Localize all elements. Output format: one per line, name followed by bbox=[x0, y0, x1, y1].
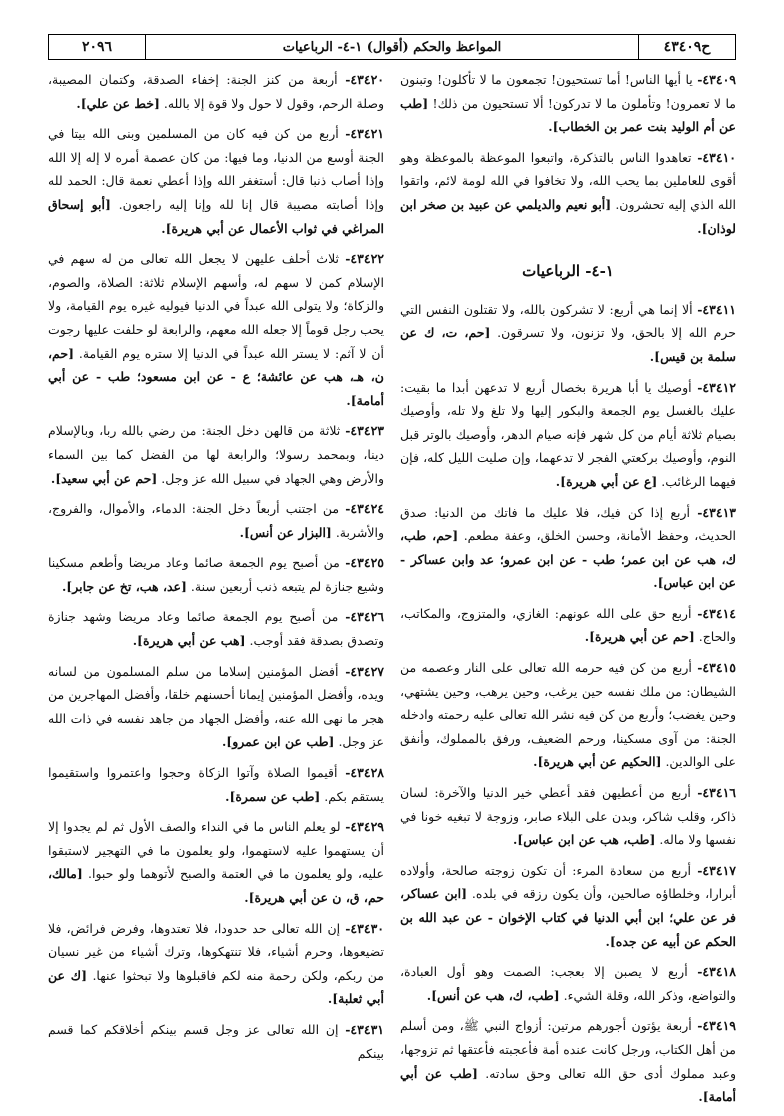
right-column bbox=[400, 68, 736, 1116]
hadith-number: ٤٣٤١٩- bbox=[697, 1018, 736, 1034]
hadith-entry bbox=[400, 859, 736, 953]
hadith-number: ٤٣٤٣١- bbox=[345, 1021, 384, 1037]
hadith-text: ثلاثة من قالهن دخل الجنة: من رضي بالله ربا، وبالإسلام دينا، وبمحمد رسولا؛ والرابعة لها من الفضل كما بين السماء والأرض وهي الجهاد في سبيل الله عز وجل. bbox=[48, 423, 384, 486]
page-header bbox=[48, 34, 736, 60]
hadith-text: أفضل المؤمنين إسلاما من سلم المسلمون من لسانه ويده، وأفضل المؤمنين إيمانا أحسنهم خلقا، وأفضل المهاجرين من هجر ما نهى الله عنه، وأفضل الجهاد من جاهد نفسه في ذات الله عز وجل. bbox=[48, 663, 384, 750]
hadith-number: ٤٣٤١١- bbox=[697, 301, 736, 317]
hadith-reference: [خط عن علي]. bbox=[76, 95, 160, 111]
hadith-reference: [حم، ت، ك عن سلمة بن قيس]. bbox=[400, 325, 736, 364]
hadith-reference: [عد، هب، تخ عن جابر]. bbox=[61, 578, 187, 594]
hadith-entry bbox=[48, 660, 384, 754]
hadith-text: ثلاث أحلف عليهن لا يجعل الله تعالى من له سهم في الإسلام كمن لا سهم له، وأسهم الإسلام ثلاثة: الصلاة، والصوم، والزكاة؛ ولا يتولى الله عبداً في الدنيا فيوليه غيره يوم القيامة، ولا يحب رجل قوماً إلا جعله الله معهم، والرابعة لو حلفت عليها رجوت أن لا آثم: لا يستر الله عبداً في الدنيا إلا ستره يوم القيامة. bbox=[48, 251, 384, 361]
hadith-range-number bbox=[639, 35, 735, 59]
hadith-reference: [أبو نعيم والديلمي عن عبيد بن صخر ابن لوذان]. bbox=[400, 196, 736, 236]
hadith-entry bbox=[48, 605, 384, 652]
hadith-reference: [طب عن أم الوليد بنت عمر بن الخطاب]. bbox=[400, 95, 736, 135]
hadith-number: ٤٣٤٢٨- bbox=[345, 765, 384, 781]
hadith-reference: [حم، طب، ك، هب عن ابن عمر؛ طب - عن ابن عمرو؛ عد وابن عساكر - عن ابن عباس]. bbox=[400, 528, 736, 591]
hadith-entry bbox=[48, 122, 384, 240]
hadith-entry bbox=[48, 68, 384, 115]
hadith-reference: [حم عن أبي سعيد]. bbox=[50, 470, 158, 486]
hadith-entry bbox=[48, 815, 384, 909]
hadith-number: ٤٣٤٢٥- bbox=[345, 555, 384, 571]
hadith-reference: [أبو إسحاق المراغي في ثواب الأعمال عن أبي هريرة]. bbox=[48, 196, 384, 236]
hadith-text: ألا إنما هي أربع: لا تشركون بالله، ولا تقتلون النفس التي حرم الله إلا بالحق، ولا تزنون، ولا تسرقون. bbox=[400, 301, 736, 341]
hadith-number: ٤٣٤٣٠- bbox=[345, 920, 384, 936]
hadith-text: أربعة من كنز الجنة: إخفاء الصدقة، وكتمان المصيبة، وصلة الرحم، وقول لا حول ولا قوة إلا بالله. bbox=[48, 72, 384, 111]
hadith-text: أقيموا الصلاة وآتوا الزكاة وحجوا واعتمروا واستقيموا يستقم بكم. bbox=[48, 765, 384, 804]
hadith-number: ٤٣٤٢٩- bbox=[345, 819, 384, 835]
hadith-reference: [مالك، حم، ق، ن عن أبي هريرة]. bbox=[48, 866, 384, 905]
hadith-reference: [ابن عساكر، فر عن علي؛ ابن أبي الدنيا في كتاب الإخوان - عن عبد الله بن الحكم عن أبيه عن جده]. bbox=[400, 886, 736, 949]
hadith-text: أوصيك يا أبا هريرة بخصال أربع لا تدعهن أبدا ما بقيت: عليك بالغسل يوم الجمعة والبكور إليها ولا تلغ ولا تله، وأوصيك بصيام ثلاثة أيام من كل شهر فإنه صيام الدهر، وأوصيك بالوتر قبل النوم، وأوصيك بركعتي الفجر لا تدعهما، وإن صليت الليل كله، فإن فيهما الرغائب. bbox=[400, 379, 736, 489]
running-title: المواعظ والحكم (أقوال) ١-٤- الرباعيات bbox=[145, 35, 639, 59]
hadith-entry bbox=[400, 781, 736, 852]
hadith-entry bbox=[48, 1018, 384, 1065]
hadith-entry bbox=[48, 917, 384, 1011]
hadith-number: ٤٣٤١٠- bbox=[697, 149, 736, 165]
hadith-reference: [ك عن أبي ثعلبة]. bbox=[48, 967, 384, 1007]
hadith-text: لو يعلم الناس ما في النداء والصف الأول ثم لم يجدوا إلا أن يستهموا عليه لاستهموا، ولو يعلمون ما في التهجير لاستبقوا عليه، ولو يعلمون ما في العتمة والصبح لأتوهما ولو حبوا. bbox=[48, 819, 384, 882]
hadith-number: ٤٣٤٢٢- bbox=[345, 251, 384, 267]
hadith-entry bbox=[48, 247, 384, 412]
hadith-text: أربع من كن فيه كان من المسلمين وبنى الله بيتا في الجنة أوسع من الدنيا، وما فيها: من كان عصمة أمره لا إله إلا الله وإذا أصاب ذنبا قال: أستغفر الله وإذا أعطي نعمة قال: الحمد لله وإذا أصابته مصيبة قال إنا لله وإنا إليه راجعون. bbox=[48, 126, 384, 212]
hadith-text: أربع من كن فيه حرمه الله تعالى على النار وعصمه من الشيطان: من ملك نفسه حين يرغب، وحين يرهب، وحين يشتهي، وحين يغضب؛ وأربع من كن فيه نشر الله تعالى عليه رحمته وادخله الجنة: من آوى مسكينا، ورحم الضعيف، ورفق بالمملوك، وأنفق على الوالدين. bbox=[400, 660, 736, 770]
hadith-text: من اجتنب أربعاً دخل الجنة: الدماء، والأموال، والفروج، والأشربة. bbox=[48, 501, 384, 540]
hadith-entry bbox=[400, 960, 736, 1007]
hadith-reference: [طب عن أبي أمامة]. bbox=[400, 1065, 736, 1105]
hadith-reference: [الحكيم عن أبي هريرة]. bbox=[533, 754, 662, 770]
hadith-reference: [طب عن سمرة]. bbox=[225, 788, 321, 804]
hadith-number: ٤٣٤٢٣- bbox=[345, 423, 384, 439]
hadith-text: من أصبح يوم الجمعة صائما وعاد مريضا وشهد جنازة وتصدق بصدقة فقد أوجب. bbox=[48, 609, 384, 649]
hadith-text: من أصبح يوم الجمعة صائما وعاد مريضا وأطعم مسكينا وشيع جنازة لم يتبعه ذنب أربعين سنة. bbox=[48, 555, 384, 594]
hadith-number: ٤٣٤١٦- bbox=[697, 785, 736, 801]
hadith-entry bbox=[48, 761, 384, 808]
hadith-number: ٤٣٤١٥- bbox=[697, 660, 736, 676]
hadith-text: إن الله تعالى حد حدودا، فلا تعتدوها، وفرض فرائض، فلا تضيعوها، وحرم أشياء، فلا تنتهكوها، وترك أشياء من غير نسيان من ربكم، ولكن رحمة منه لكم فاقبلوها ولا تبحثوا عنها. bbox=[48, 920, 384, 983]
page-number bbox=[49, 35, 145, 59]
hadith-text: أربع حق على الله عونهم: الغازي، والمتزوج، والمكاتب، والحاج. bbox=[400, 605, 736, 645]
page-number-text: ٢٠٩٦ bbox=[81, 39, 113, 55]
hadith-reference: [البزار عن أنس]. bbox=[239, 524, 332, 540]
hadith-entry bbox=[48, 497, 384, 544]
hadith-text: أربع لا يصبن إلا بعجب: الصمت وهو أول العبادة، والتواضع، وذكر الله، وقلة الشيء. bbox=[400, 964, 736, 1003]
hadith-text: تعاهدوا الناس بالتذكرة، واتبعوا الموعظة بالموعظة وهو أقوى للعاملين بما يحب الله، ولا تخافوا في الله لومة لائم، واتقوا الله الذي إليه تحشرون. bbox=[400, 149, 737, 212]
hadith-text: أربع إذا كن فيك، فلا عليك ما فاتك من الدنيا: صدق الحديث، وحفظ الأمانة، وحسن الخلق، وعفة مطعم. bbox=[400, 504, 736, 544]
left-column bbox=[48, 68, 384, 1072]
hadith-number: ٤٣٤٢٠- bbox=[345, 72, 384, 87]
hadith-reference: [طب، ك، هب عن أنس]. bbox=[426, 987, 560, 1003]
hadith-reference: [حم، ن، هـ، هب عن عائشة؛ ع - عن ابن مسعود؛ طب - عن أبي أمامة]. bbox=[48, 345, 384, 408]
hadith-number: ٤٣٤١٨- bbox=[697, 964, 736, 980]
hadith-number: ٤٣٤٢٧- bbox=[345, 663, 384, 679]
hadith-text: إن الله تعالى عز وجل قسم بينكم أخلاقكم كما قسم بينكم bbox=[48, 1021, 384, 1061]
hadith-reference: [هب عن أبي هريرة]. bbox=[132, 633, 246, 649]
hadith-entry bbox=[400, 602, 736, 649]
hadith-text: أربع من أعطيهن فقد أعطي خير الدنيا والآخرة: لسان ذاكر، وقلب شاكر، وبدن على البلاء صابر، وزوجة لا تبغيه خونا في نفسها ولا ماله. bbox=[400, 785, 736, 848]
hadith-number: ٤٣٤١٣- bbox=[697, 504, 736, 520]
hadith-reference: [ع عن أبي هريرة]. bbox=[555, 473, 658, 489]
hadith-entry bbox=[48, 419, 384, 490]
right-number-text: ح٤٣٤٠٩ bbox=[663, 39, 711, 55]
hadith-entry bbox=[400, 501, 736, 595]
hadith-reference: [طب عن ابن عمرو]. bbox=[221, 734, 335, 750]
hadith-number: ٤٣٤٢٤- bbox=[345, 501, 384, 517]
hadith-entry bbox=[400, 68, 736, 139]
hadith-number: ٤٣٤٠٩- bbox=[697, 72, 736, 87]
hadith-number: ٤٣٤١٧- bbox=[697, 862, 736, 878]
hadith-text: يا أيها الناس! أما تستحيون! تجمعون ما لا تأكلون! وتبنون ما لا تعمرون! وتأملون ما لا تدركون! ألا تستحيون من ذلك! bbox=[400, 72, 736, 111]
hadith-number: ٤٣٤١٢- bbox=[697, 379, 736, 395]
hadith-reference: [حم عن أبي هريرة]. bbox=[584, 629, 695, 645]
hadith-text: أربعة يؤتون أجورهم مرتين: أزواج النبي ﷺ، ومن أسلم من أهل الكتاب، ورجل كانت عنده أمة فأعجبته فأعتقها ثم تزوجها، وعبد مملوك أدى حق الله تعالى وحق سادته. bbox=[400, 1018, 736, 1081]
hadith-text: أربع من سعادة المرء: أن تكون زوجته صالحة، وأولاده أبرارا، وخلطاؤه صالحين، وأن يكون رزقه في بلده. bbox=[400, 862, 736, 902]
section-title: ١-٤- الرباعيات bbox=[522, 262, 614, 281]
hadith-number: ٤٣٤١٤- bbox=[697, 605, 736, 621]
hadith-reference: [طب، هب عن ابن عباس]. bbox=[512, 832, 656, 848]
hadith-entry bbox=[400, 1014, 736, 1108]
hadith-number: ٤٣٤٢١- bbox=[345, 126, 384, 142]
hadith-entry bbox=[48, 551, 384, 598]
hadith-entry bbox=[400, 656, 736, 774]
hadith-entry bbox=[400, 146, 736, 240]
hadith-entry bbox=[400, 376, 736, 494]
hadith-number: ٤٣٤٢٦- bbox=[345, 609, 384, 625]
hadith-entry bbox=[400, 298, 736, 369]
